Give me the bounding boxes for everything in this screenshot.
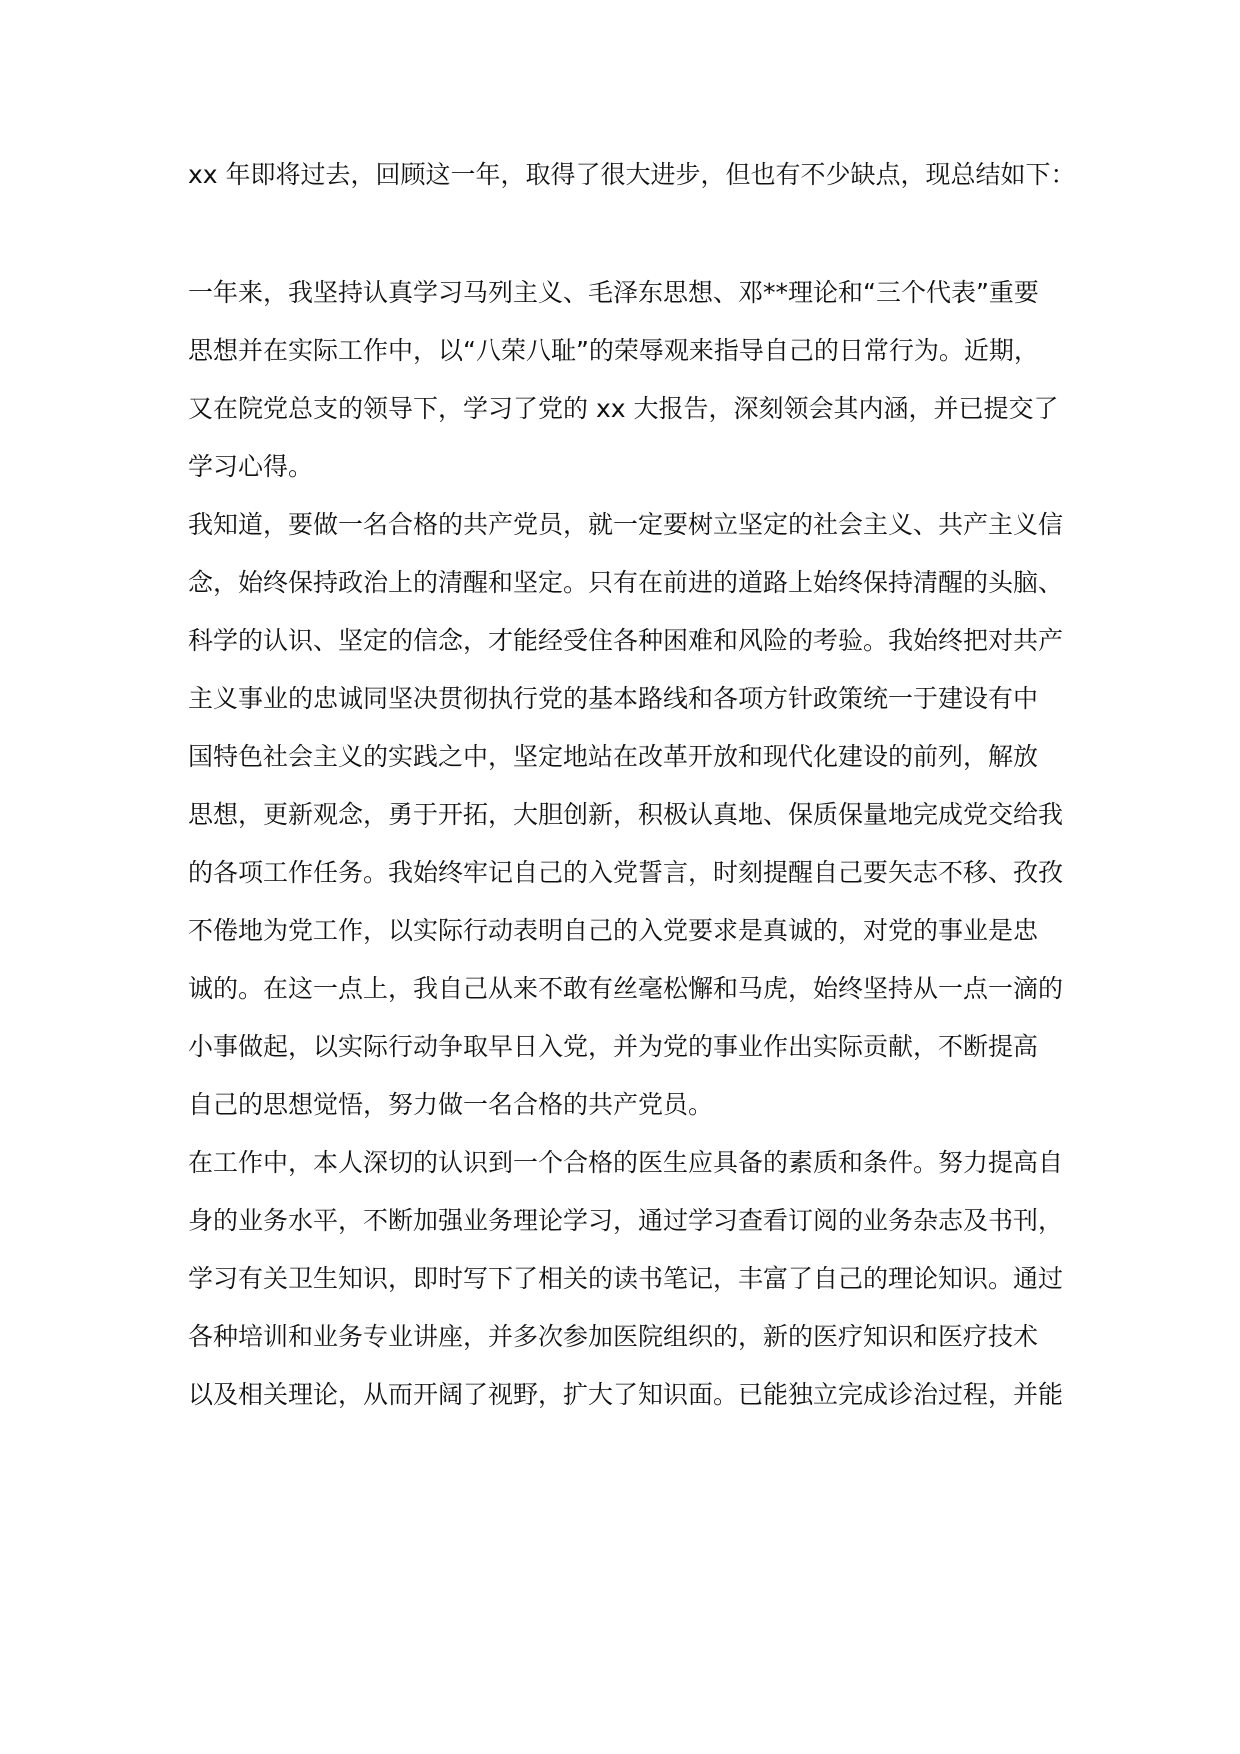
paragraph-1-line-4: 学习心得。 bbox=[188, 452, 314, 481]
paragraph-1-line-3: 又在院党总支的领导下，学习了党的 xx 大报告，深刻领会其内涵，并已提交了 bbox=[188, 394, 1059, 423]
paragraph-1-line-2: 思想并在实际工作中，以“八荣八耻”的荣辱观来指导自己的日常行为。近期， bbox=[188, 336, 1039, 365]
paragraph-2-line-5: 国特色社会主义的实践之中，坚定地站在改革开放和现代化建设的前列，解放 bbox=[188, 742, 1039, 771]
paragraph-2-line-7: 的各项工作任务。我始终牢记自己的入党誓言，时刻提醒自己要矢志不移、孜孜 bbox=[188, 858, 1064, 887]
paragraph-3-line-2: 身的业务水平，不断加强业务理论学习，通过学习查看订阅的业务杂志及书刊， bbox=[188, 1206, 1064, 1235]
paragraph-2-line-11: 自己的思想觉悟，努力做一名合格的共产党员。 bbox=[188, 1090, 714, 1119]
paragraph-3-line-3: 学习有关卫生知识，即时写下了相关的读书笔记，丰富了自己的理论知识。通过 bbox=[188, 1264, 1064, 1293]
paragraph-1-line-1: 一年来，我坚持认真学习马列主义、毛泽东思想、邓**理论和“三个代表”重要 bbox=[188, 278, 1039, 307]
paragraph-2-line-8: 不倦地为党工作，以实际行动表明自己的入党要求是真诚的，对党的事业是忠 bbox=[188, 916, 1039, 945]
paragraph-2-line-6: 思想，更新观念，勇于开拓，大胆创新，积极认真地、保质保量地完成党交给我 bbox=[188, 800, 1064, 829]
paragraph-2-line-1: 我知道，要做一名合格的共产党员，就一定要树立坚定的社会主义、共产主义信 bbox=[188, 510, 1064, 539]
paragraph-2-line-2: 念，始终保持政治上的清醒和坚定。只有在前进的道路上始终保持清醒的头脑、 bbox=[188, 568, 1064, 597]
intro-line: xx 年即将过去，回顾这一年，取得了很大进步，但也有不少缺点，现总结如下： bbox=[188, 160, 1076, 189]
paragraph-2-line-4: 主义事业的忠诚同坚决贯彻执行党的基本路线和各项方针政策统一于建设有中 bbox=[188, 684, 1039, 713]
paragraph-3-line-1: 在工作中，本人深切的认识到一个合格的医生应具备的素质和条件。努力提高自 bbox=[188, 1148, 1064, 1177]
paragraph-2-line-3: 科学的认识、坚定的信念，才能经受住各种困难和风险的考验。我始终把对共产 bbox=[188, 626, 1064, 655]
paragraph-2-line-9: 诚的。在这一点上，我自己从来不敢有丝毫松懈和马虎，始终坚持从一点一滴的 bbox=[188, 974, 1064, 1003]
paragraph-3-line-4: 各种培训和业务专业讲座，并多次参加医院组织的，新的医疗知识和医疗技术 bbox=[188, 1322, 1039, 1351]
paragraph-3-line-5: 以及相关理论，从而开阔了视野，扩大了知识面。已能独立完成诊治过程，并能 bbox=[188, 1380, 1064, 1409]
paragraph-2-line-10: 小事做起，以实际行动争取早日入党，并为党的事业作出实际贡献，不断提高 bbox=[188, 1032, 1039, 1061]
